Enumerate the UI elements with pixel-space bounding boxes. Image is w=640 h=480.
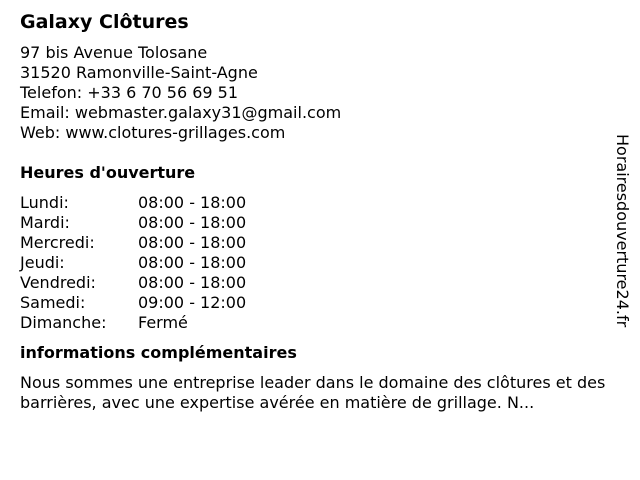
day-time: Fermé xyxy=(138,313,188,332)
business-name: Galaxy Clôtures xyxy=(20,11,189,33)
phone-line: Telefon: +33 6 70 56 69 51 xyxy=(20,83,239,102)
day-label: Jeudi: xyxy=(20,253,65,272)
hours-heading: Heures d'ouverture xyxy=(20,163,196,182)
info-description: Nous sommes une entreprise leader dans le domaine des clôtures et des barrières, avec une expertise avérée en matière de grillage. N... xyxy=(20,373,606,412)
hours-table xyxy=(20,193,620,333)
day-time: 08:00 - 18:00 xyxy=(138,213,247,232)
email-line: Email: webmaster.galaxy31@gmail.com xyxy=(20,103,342,122)
web-line: Web: www.clotures-grillages.com xyxy=(20,123,286,142)
day-time: 08:00 - 18:00 xyxy=(138,193,247,212)
city-address: 31520 Ramonville-Saint-Agne xyxy=(20,63,258,82)
day-label: Mercredi: xyxy=(20,233,95,252)
info-heading: informations complémentaires xyxy=(20,343,297,362)
day-label: Dimanche: xyxy=(20,313,107,332)
day-time: 08:00 - 18:00 xyxy=(138,253,247,272)
business-card xyxy=(20,10,620,413)
day-time: 09:00 - 12:00 xyxy=(138,293,247,312)
day-label: Vendredi: xyxy=(20,273,96,292)
hours-row-dimanche xyxy=(20,313,620,333)
day-label: Lundi: xyxy=(20,193,69,212)
hours-row-vendredi xyxy=(20,273,620,293)
hours-row-mardi xyxy=(20,213,620,233)
brand-watermark: Horairesdouverture24.fr xyxy=(613,134,632,328)
day-time: 08:00 - 18:00 xyxy=(138,273,247,292)
day-label: Mardi: xyxy=(20,213,70,232)
day-time: 08:00 - 18:00 xyxy=(138,233,247,252)
hours-row-jeudi xyxy=(20,253,620,273)
hours-row-samedi xyxy=(20,293,620,313)
hours-row-lundi xyxy=(20,193,620,213)
contact-block xyxy=(20,43,620,143)
day-label: Samedi: xyxy=(20,293,86,312)
street-address: 97 bis Avenue Tolosane xyxy=(20,43,208,62)
hours-row-mercredi xyxy=(20,233,620,253)
